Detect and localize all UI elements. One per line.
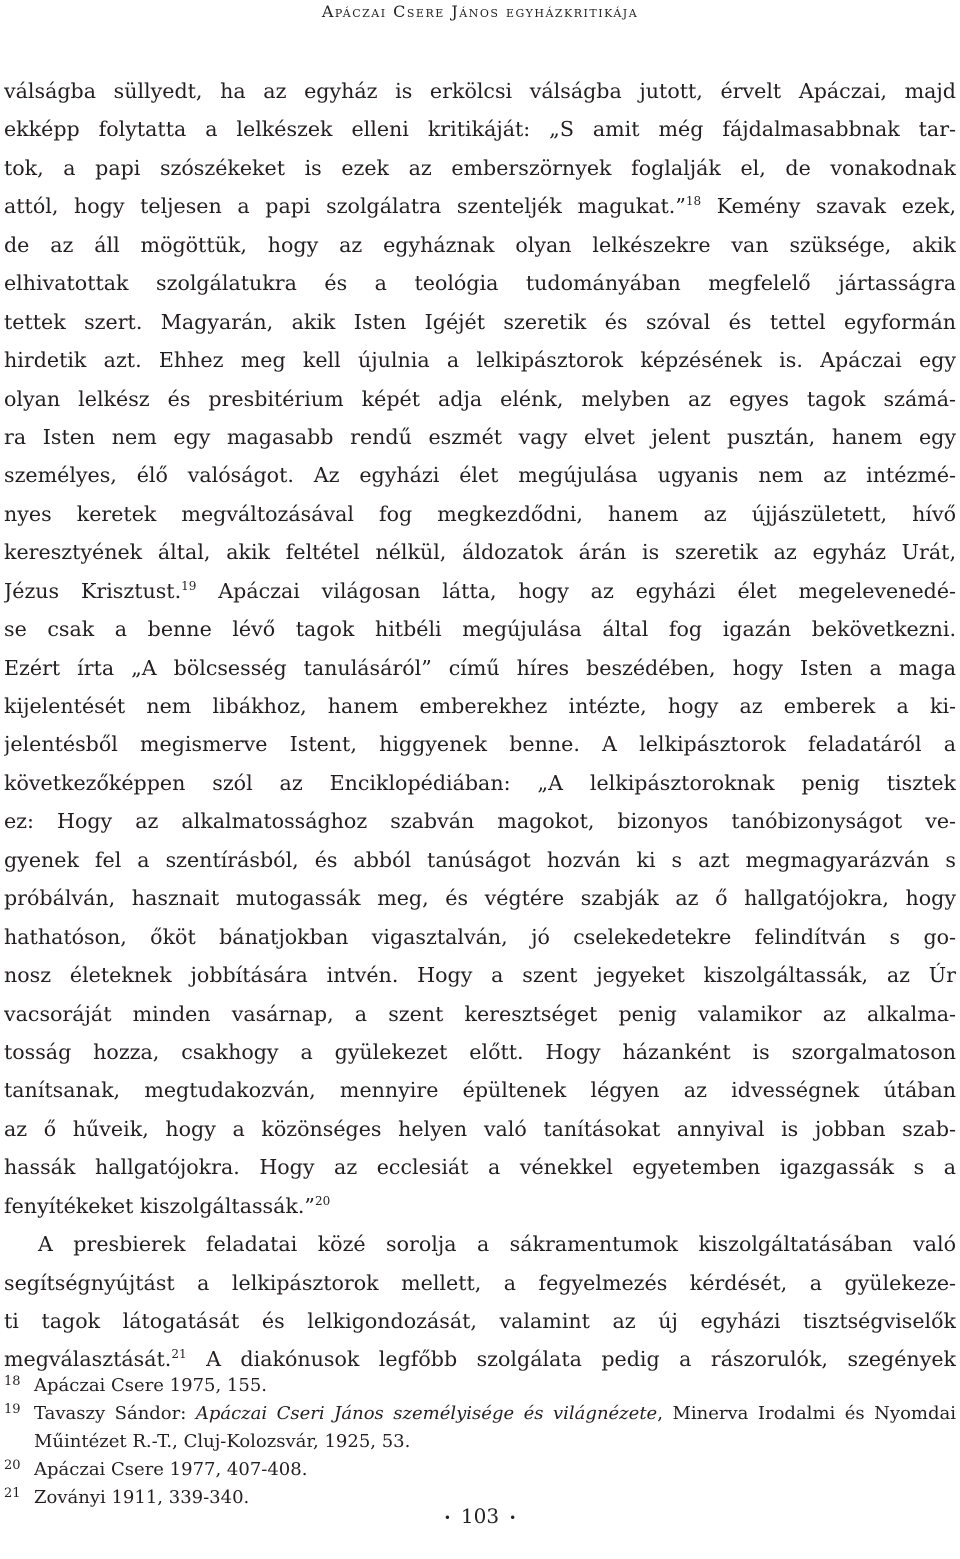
footnote-continuation: Műintézet R.-T., Cluj-Kolozsvár, 1925, 53. — [34, 1431, 411, 1452]
text-line: keresztyének által, akik feltétel nélkül, áldozatok árán is szeretik az egyház Urát, — [4, 540, 956, 565]
text-line: tanítsanak, megtudakozván, mennyire épültenek légyen az idvességnek útában — [4, 1078, 956, 1103]
footnote-author: Tavaszy Sándor: — [34, 1403, 196, 1424]
bullet-ornament-right: • — [509, 1510, 517, 1525]
text-line: következőképpen szól az Enciklopédiában: „A lelkipásztoroknak penig tisztek — [4, 770, 956, 795]
footnotes — [4, 1372, 956, 1512]
text-line: gyenek fel a szentírásból, és abból tanúságot hozván ki s azt megmagyarázván s — [4, 847, 956, 872]
text-segment: Kemény szavak ezek, — [701, 194, 956, 219]
text-line: jelentésből megismerve Istent, higgyenek benne. A lelkipásztorok feladatáról a — [4, 732, 956, 757]
footnote-20 — [4, 1456, 956, 1484]
footnote-book-title: Apáczai Cseri János személyisége és világnézete — [195, 1403, 658, 1424]
footnote-number: 19 — [4, 1402, 21, 1417]
text-segment: megválasztását. — [4, 1347, 172, 1372]
text-line: tosság hozza, csakhogy a gyülekezet előtt. Hogy házanként is szorgalmatoson — [4, 1039, 956, 1064]
text-segment: Apáczai világosan látta, hogy az egyházi élet megelevenedé- — [196, 578, 956, 603]
text-line: se csak a benne lévő tagok hitbéli megújulása által fog igazán bekövetkezni. — [4, 617, 956, 642]
footnote-text: Apáczai Csere 1975, 155. — [34, 1375, 267, 1396]
footnote-ref-20[interactable]: 20 — [314, 1193, 331, 1208]
text-line: vacsoráját minden vasárnap, a szent keresztséget penig valamikor az alkalma- — [4, 1001, 956, 1026]
text-line: segítségnyújtást a lelkipásztorok mellett, a fegyelmezés kérdését, a gyülekeze- — [4, 1270, 956, 1295]
text-line: ra Isten nem egy magasabb rendű eszmét vagy elvet jelent pusztán, hanem egy — [4, 424, 956, 449]
text-line: ez: Hogy az alkalmatossághoz szabván magokot, bizonyos tanóbizonyságot ve- — [4, 809, 956, 834]
text-line: válságba süllyedt, ha az egyház is erkölcsi válságba jutott, érvelt Apáczai, majd — [4, 79, 956, 103]
running-header: Apáczai Csere János egyházkritikája — [321, 2, 639, 21]
text-line: hassák hallgatójokra. Hogy az ecclesiát a vénekkel egyetemben igazgassák s a — [4, 1155, 956, 1180]
text-line: nyes keretek megváltozásával fog megkezdődni, hanem az újjászületett, hívő — [4, 501, 956, 526]
footnote-text — [34, 1400, 956, 1428]
page-number-value: 103 — [460, 1504, 500, 1528]
footnote-publisher: , Minerva Irodalmi és Nyomdai — [657, 1403, 956, 1424]
text-line: kijelentését nem libákhoz, hanem emberekhez intézte, hogy az emberek a ki- — [4, 694, 956, 718]
text-line: nosz életeknek jobbítására intvén. Hogy a szent jegyeket kiszolgáltassák, az Úr — [4, 963, 956, 988]
text-line: A presbierek feladatai közé sorolja a sákramentumok kiszolgáltatásában való — [38, 1232, 956, 1257]
text-segment: fenyítékeket kiszolgáltassák.” — [4, 1193, 315, 1218]
footnote-18 — [4, 1372, 956, 1400]
text-line — [4, 572, 956, 610]
text-line: de az áll mögöttük, hogy az egyháznak olyan lelkészekre van szüksége, akik — [4, 232, 956, 257]
text-line: tok, a papi szószékeket is ezek az emberszörnyek foglalják el, de vonakodnak — [4, 155, 956, 180]
footnote-ref-19[interactable]: 19 — [181, 578, 197, 593]
main-text — [4, 72, 956, 1379]
text-segment: attól, hogy teljesen a papi szolgálatra szenteljék magukat.” — [4, 194, 686, 219]
text-line — [4, 187, 956, 225]
text-line: hirdetik azt. Ehhez meg kell újulnia a lelkipásztorok képzésének is. Apáczai egy — [4, 348, 956, 373]
footnote-19 — [4, 1400, 956, 1428]
text-line: személyes, élő valóságot. Az egyházi élet megújulása ugyanis nem az intézmé- — [4, 463, 956, 488]
footnote-ref-21[interactable]: 21 — [171, 1347, 187, 1362]
text-line: tettek szert. Magyarán, akik Isten Igéjét szeretik és szóval és tettel egyformán — [4, 309, 956, 334]
text-line: az ő hűveik, hogy a közönséges helyen való tanításokat annyival is jobban szab- — [4, 1116, 956, 1141]
text-line: Ezért írta „A bölcsesség tanulásáról” című híres beszédében, hogy Isten a maga — [4, 655, 956, 680]
footnote-ref-18[interactable]: 18 — [685, 194, 702, 209]
text-line: ti tagok látogatását és lelkigondozását, valamint az új egyházi tisztségviselők — [4, 1309, 956, 1333]
footnote-number: 18 — [4, 1374, 21, 1389]
text-line: elhivatottak szolgálatukra és a teológia tudományában megfelelő jártasságra — [4, 271, 956, 296]
text-line: hathatóson, őköt bánatjokban vigasztalván, jó cselekedetekre felindítván s go- — [4, 924, 956, 949]
footnote-number: 20 — [4, 1458, 21, 1473]
text-segment: A diakónusok legfőbb szolgálata pedig a rászorulók, szegények — [186, 1347, 956, 1372]
page-number — [0, 1504, 960, 1528]
footnote-number: 21 — [4, 1486, 21, 1501]
footnote-text: Apáczai Csere 1977, 407-408. — [34, 1459, 308, 1480]
text-line — [4, 1187, 956, 1225]
footnote-text: Zoványi 1911, 339-340. — [34, 1487, 250, 1508]
text-line: olyan lelkész és presbitérium képét adja elénk, melyben az egyes tagok számá- — [4, 386, 956, 411]
bullet-ornament-left: • — [443, 1510, 451, 1525]
text-segment: Jézus Krisztust. — [4, 578, 182, 603]
text-line: ekképp folytatta a lelkészek elleni kritikáját: „S amit még fájdalmasabbnak tar- — [4, 117, 956, 142]
text-line: próbálván, hasznait mutogassák meg, és végtére szabják az ő hallgatójokra, hogy — [4, 886, 956, 911]
